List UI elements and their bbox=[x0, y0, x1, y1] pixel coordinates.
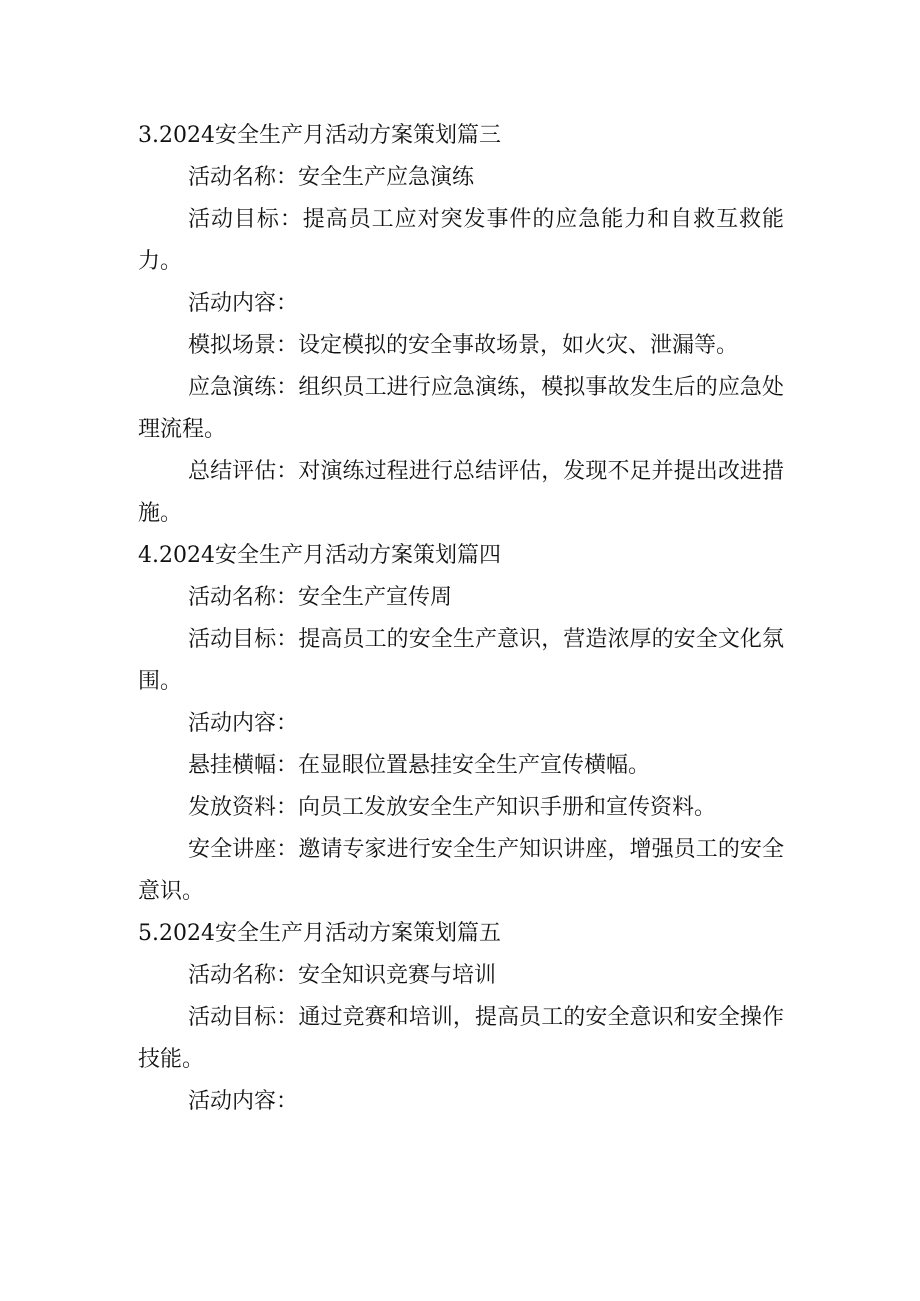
activity-goal: 活动目标：提高员工应对突发事件的应急能力和自救互救能力。 bbox=[138, 207, 784, 274]
section-heading: 4.2024安全生产月活动方案策划篇四 bbox=[138, 543, 501, 568]
content-item: 模拟场景：设定模拟的安全事故场景，如火灾、泄漏等。 bbox=[188, 333, 739, 358]
activity-content-label: 活动内容： bbox=[188, 1089, 299, 1114]
activity-content-label: 活动内容： bbox=[188, 711, 299, 736]
section-heading: 3.2024安全生产月活动方案策划篇三 bbox=[138, 123, 501, 148]
section-4 bbox=[138, 535, 784, 913]
content-item: 悬挂横幅：在显眼位置悬挂安全生产宣传横幅。 bbox=[188, 753, 651, 778]
content-item: 安全讲座：邀请专家进行安全生产知识讲座，增强员工的安全意识。 bbox=[138, 837, 784, 904]
section-5 bbox=[138, 913, 784, 1123]
content-item: 应急演练：组织员工进行应急演练，模拟事故发生后的应急处理流程。 bbox=[138, 375, 784, 442]
activity-goal: 活动目标：提高员工的安全生产意识，营造浓厚的安全文化氛围。 bbox=[138, 627, 784, 694]
section-heading: 5.2024安全生产月活动方案策划篇五 bbox=[138, 921, 501, 946]
section-3 bbox=[138, 115, 784, 535]
activity-name: 活动名称：安全生产宣传周 bbox=[188, 585, 453, 610]
activity-name: 活动名称：安全生产应急演练 bbox=[188, 165, 475, 190]
content-item: 发放资料：向员工发放安全生产知识手册和宣传资料。 bbox=[188, 795, 717, 820]
activity-name: 活动名称：安全知识竞赛与培训 bbox=[188, 963, 497, 988]
document-body bbox=[138, 115, 784, 1123]
activity-content-label: 活动内容： bbox=[188, 291, 299, 316]
activity-goal: 活动目标：通过竞赛和培训，提高员工的安全意识和安全操作技能。 bbox=[138, 1005, 784, 1072]
content-item: 总结评估：对演练过程进行总结评估，发现不足并提出改进措施。 bbox=[138, 459, 784, 526]
